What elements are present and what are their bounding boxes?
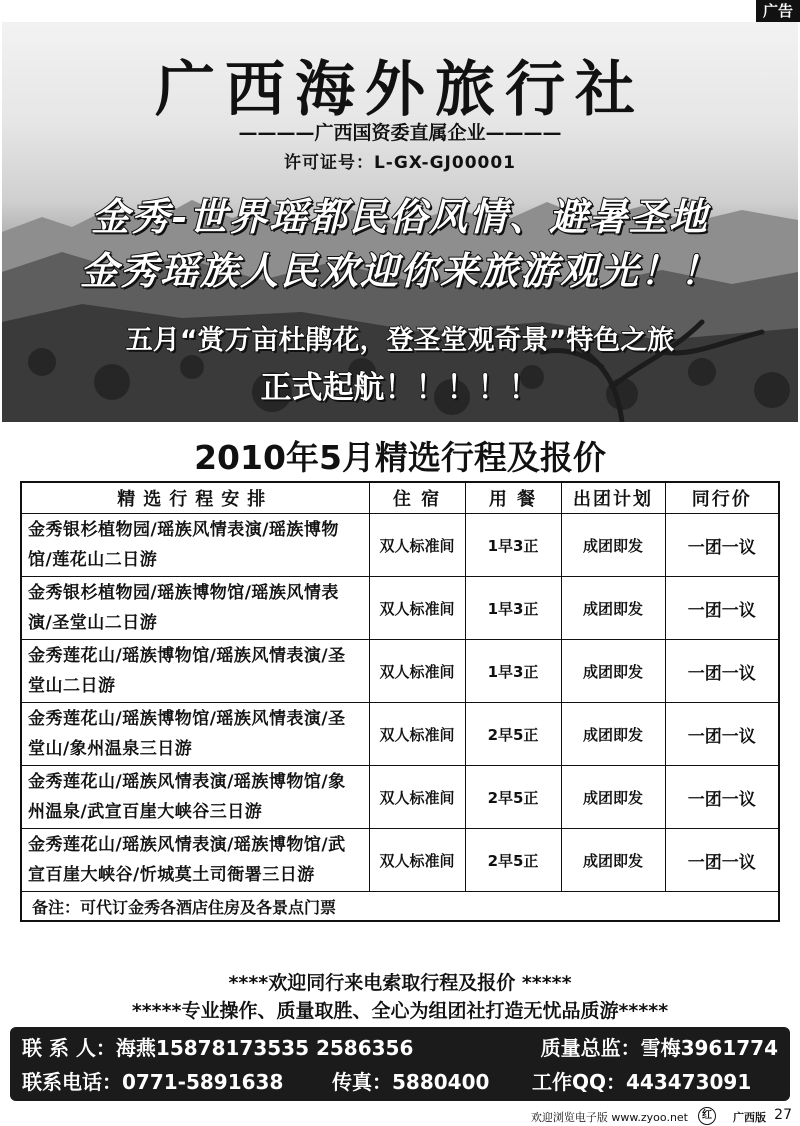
table-row	[21, 766, 779, 829]
header-lodging: 住 宿	[369, 482, 465, 514]
meals-cell: 2早5正	[465, 766, 561, 829]
itinerary-table	[20, 481, 780, 922]
publisher-badge-icon: 红	[698, 1107, 716, 1125]
section-title: 2010年5月精选行程及报价	[194, 438, 606, 477]
edition-label: 广西版	[733, 1111, 766, 1124]
fax-number: 传真：5880400	[332, 1070, 490, 1094]
price-cell: 一团一议	[665, 829, 779, 892]
header-meals: 用 餐	[465, 482, 561, 514]
lodging-cell: 双人标准间	[369, 829, 465, 892]
table-note-row	[21, 892, 779, 922]
plan-cell: 成团即发	[561, 514, 665, 577]
price-cell: 一团一议	[665, 577, 779, 640]
quality-line: *****专业操作、质量取胜、全心为组团社打造无忧品质游*****	[131, 1000, 669, 1022]
page-number: 27	[774, 1107, 792, 1123]
lodging-cell: 双人标准间	[369, 766, 465, 829]
meals-cell: 1早3正	[465, 514, 561, 577]
header-route: 精选行程安排	[21, 482, 369, 514]
table-row	[21, 703, 779, 766]
table-note: 备注：可代订金秀各酒店住房及各景点门票	[21, 892, 779, 922]
license-number: 许可证号：L-GX-GJ00001	[283, 153, 517, 173]
table-header-row	[21, 482, 779, 514]
contact-row-1	[10, 1031, 790, 1065]
contact-row-2	[10, 1065, 790, 1099]
ad-label: 广告	[756, 0, 800, 22]
work-qq: 工作QQ：443473091	[532, 1070, 752, 1094]
header-plan: 出团计划	[561, 482, 665, 514]
page-footer	[0, 1106, 800, 1126]
route-cell: 金秀银杉植物园/瑶族风情表演/瑶族博物馆/莲花山二日游	[21, 514, 369, 577]
table-row	[21, 514, 779, 577]
hero-banner	[2, 22, 798, 422]
lodging-cell: 双人标准间	[369, 640, 465, 703]
contact-phone: 联系电话：0771-5891638	[22, 1070, 284, 1094]
price-cell: 一团一议	[665, 766, 779, 829]
lodging-cell: 双人标准间	[369, 514, 465, 577]
welcome-line: ****欢迎同行来电索取行程及报价 *****	[228, 972, 572, 994]
route-cell: 金秀莲花山/瑶族风情表演/瑶族博物馆/武宣百崖大峡谷/忻城莫土司衙署三日游	[21, 829, 369, 892]
table-row	[21, 577, 779, 640]
quality-supervisor: 质量总监：雪梅3961774	[540, 1036, 778, 1060]
meals-cell: 2早5正	[465, 703, 561, 766]
table-row	[21, 829, 779, 892]
slogan-line-1: 金秀-世界瑶都民俗风情、避暑圣地	[91, 194, 709, 239]
ebook-url: 欢迎浏览电子版 www.zyoo.net	[530, 1111, 688, 1124]
meals-cell: 1早3正	[465, 577, 561, 640]
plan-cell: 成团即发	[561, 829, 665, 892]
meals-cell: 2早5正	[465, 829, 561, 892]
slogan-line-2: 金秀瑶族人民欢迎你来旅游观光！！	[79, 248, 720, 293]
agency-subtitle: ————广西国资委直属企业————	[238, 122, 562, 144]
agency-name: 广西海外旅行社	[155, 55, 645, 125]
plan-cell: 成团即发	[561, 703, 665, 766]
plan-cell: 成团即发	[561, 640, 665, 703]
price-cell: 一团一议	[665, 640, 779, 703]
contact-bar	[10, 1027, 790, 1101]
route-cell: 金秀银杉植物园/瑶族博物馆/瑶族风情表演/圣堂山二日游	[21, 577, 369, 640]
price-cell: 一团一议	[665, 703, 779, 766]
promo-line-2: 正式起航！！！！！	[260, 370, 540, 406]
plan-cell: 成团即发	[561, 766, 665, 829]
contact-person: 联 系 人：海燕15878173535 2586356	[22, 1036, 414, 1060]
header-price: 同行价	[665, 482, 779, 514]
route-cell: 金秀莲花山/瑶族博物馆/瑶族风情表演/圣堂山二日游	[21, 640, 369, 703]
plan-cell: 成团即发	[561, 577, 665, 640]
meals-cell: 1早3正	[465, 640, 561, 703]
route-cell: 金秀莲花山/瑶族博物馆/瑶族风情表演/圣堂山/象州温泉三日游	[21, 703, 369, 766]
lodging-cell: 双人标准间	[369, 577, 465, 640]
route-cell: 金秀莲花山/瑶族风情表演/瑶族博物馆/象州温泉/武宣百崖大峡谷三日游	[21, 766, 369, 829]
lodging-cell: 双人标准间	[369, 703, 465, 766]
promo-line-1: 五月“赏万亩杜鹃花，登圣堂观奇景”特色之旅	[125, 325, 675, 356]
price-cell: 一团一议	[665, 514, 779, 577]
table-row	[21, 640, 779, 703]
